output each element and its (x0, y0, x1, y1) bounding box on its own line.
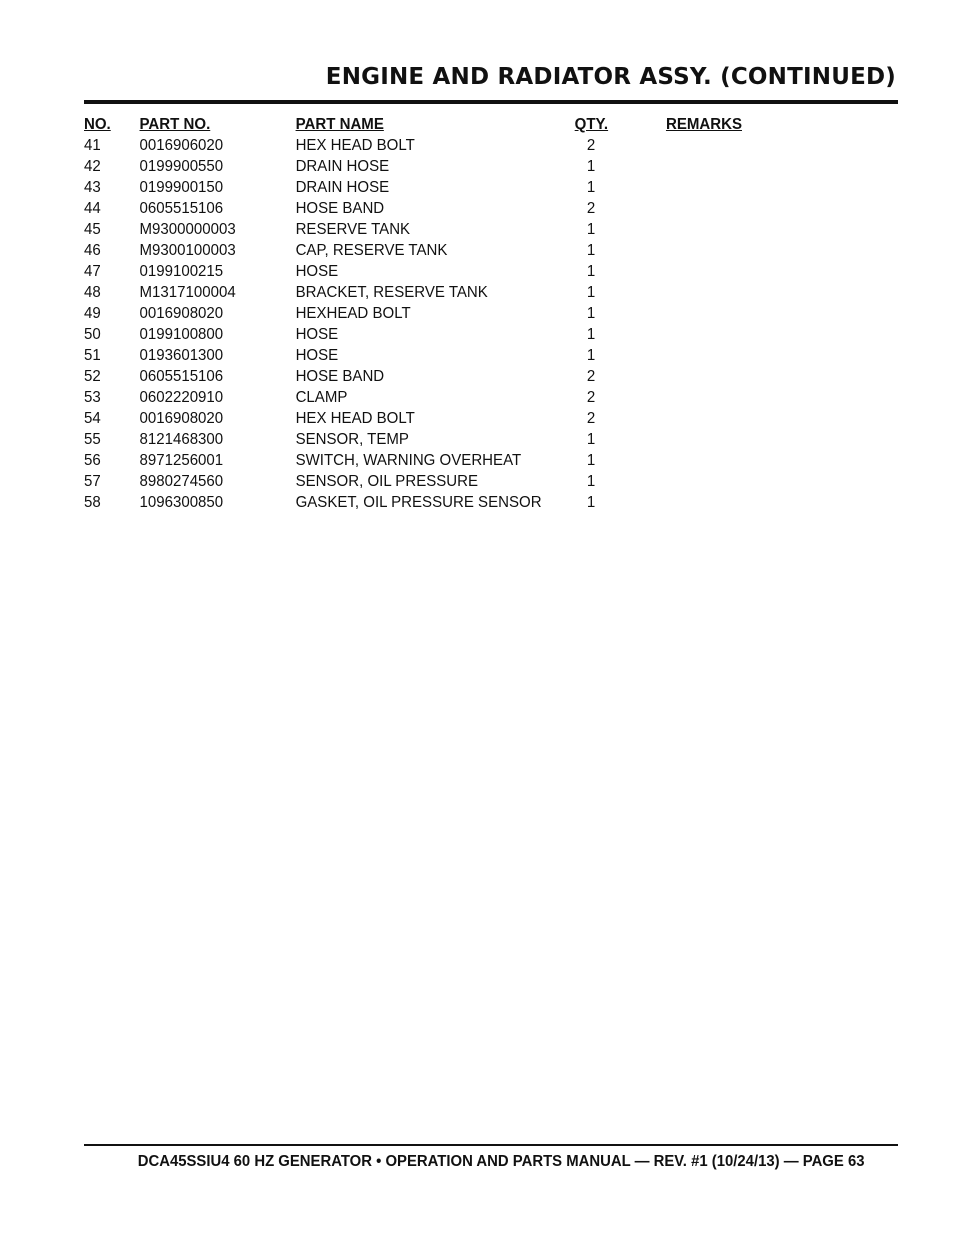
table-row (84, 198, 742, 219)
table-row (84, 219, 742, 240)
cell-remarks (666, 471, 742, 492)
table-row (84, 492, 742, 513)
cell-part-no: 8121468300 (139, 431, 224, 448)
cell-part-name: SENSOR, OIL PRESSURE (295, 473, 479, 490)
cell-remarks (666, 324, 742, 345)
table-row (84, 429, 742, 450)
cell-part-no: 0199900150 (139, 179, 224, 196)
cell-qty: 1 (586, 326, 596, 343)
cell-qty: 1 (586, 305, 596, 322)
cell-remarks (666, 366, 742, 387)
cell-no: 46 (84, 242, 101, 259)
footer-divider (84, 1144, 898, 1146)
cell-remarks (666, 345, 742, 366)
column-header-no: NO. (84, 116, 111, 133)
cell-qty: 1 (586, 179, 596, 196)
cell-qty: 2 (586, 389, 596, 406)
column-header-qty: QTY. (574, 116, 609, 133)
cell-part-no: 0199900550 (139, 158, 224, 175)
page-title: ENGINE AND RADIATOR ASSY. (CONTINUED) (325, 64, 896, 90)
cell-qty: 2 (586, 410, 596, 427)
cell-part-name: RESERVE TANK (295, 221, 411, 238)
table-row (84, 471, 742, 492)
cell-part-name: GASKET, OIL PRESSURE SENSOR (295, 494, 542, 511)
cell-remarks (666, 198, 742, 219)
cell-part-no: 0016908020 (139, 305, 224, 322)
cell-part-no: 8971256001 (139, 452, 224, 469)
table-row (84, 282, 742, 303)
cell-remarks (666, 429, 742, 450)
cell-part-no: M9300000003 (139, 221, 236, 238)
parts-table (84, 114, 742, 513)
cell-no: 41 (84, 137, 101, 154)
cell-part-no: 0016906020 (139, 137, 224, 154)
cell-remarks (666, 387, 742, 408)
cell-part-no: 0199100800 (139, 326, 224, 343)
cell-part-name: DRAIN HOSE (295, 158, 390, 175)
table-row (84, 408, 742, 429)
cell-part-name: SWITCH, WARNING OVERHEAT (295, 452, 522, 469)
cell-part-no: 0605515106 (139, 200, 224, 217)
cell-part-no: M1317100004 (139, 284, 236, 301)
cell-qty: 1 (586, 347, 596, 364)
cell-qty: 1 (586, 452, 596, 469)
cell-remarks (666, 240, 742, 261)
table-row (84, 135, 742, 156)
table-header-row (84, 114, 742, 135)
table-row (84, 366, 742, 387)
column-header-part-no: PART NO. (139, 116, 211, 133)
cell-no: 47 (84, 263, 101, 280)
cell-part-name: HEXHEAD BOLT (295, 305, 411, 322)
cell-part-no: 0193601300 (139, 347, 224, 364)
cell-part-name: SENSOR, TEMP (295, 431, 409, 448)
title-divider (84, 100, 898, 104)
cell-qty: 1 (586, 221, 596, 238)
cell-remarks (666, 303, 742, 324)
cell-remarks (666, 450, 742, 471)
parts-table-body (84, 135, 742, 513)
cell-qty: 1 (586, 494, 596, 511)
cell-remarks (666, 261, 742, 282)
cell-no: 56 (84, 452, 101, 469)
cell-part-name: CLAMP (295, 389, 348, 406)
cell-remarks (666, 177, 742, 198)
cell-qty: 2 (586, 137, 596, 154)
cell-no: 44 (84, 200, 101, 217)
cell-remarks (666, 492, 742, 513)
cell-no: 53 (84, 389, 101, 406)
cell-no: 58 (84, 494, 101, 511)
cell-part-name: HOSE (295, 263, 339, 280)
cell-no: 52 (84, 368, 101, 385)
cell-part-no: 0602220910 (139, 389, 224, 406)
cell-no: 50 (84, 326, 101, 343)
cell-no: 48 (84, 284, 101, 301)
cell-part-name: HOSE BAND (295, 368, 385, 385)
table-row (84, 156, 742, 177)
footer-text: DCA45SSIU4 60 HZ GENERATOR • OPERATION AND PARTS MANUAL — REV. #1 (10/24/13) — PAGE 63 (137, 1153, 864, 1170)
cell-qty: 1 (586, 473, 596, 490)
table-row (84, 324, 742, 345)
cell-qty: 2 (586, 368, 596, 385)
cell-qty: 1 (586, 284, 596, 301)
cell-part-no: 0016908020 (139, 410, 224, 427)
table-row (84, 177, 742, 198)
cell-part-no: 0605515106 (139, 368, 224, 385)
cell-no: 55 (84, 431, 101, 448)
cell-part-name: HOSE (295, 326, 339, 343)
cell-qty: 1 (586, 158, 596, 175)
column-header-part-name: PART NAME (295, 116, 384, 133)
cell-part-name: HEX HEAD BOLT (295, 410, 415, 427)
cell-no: 42 (84, 158, 101, 175)
table-row (84, 303, 742, 324)
cell-remarks (666, 282, 742, 303)
cell-no: 51 (84, 347, 101, 364)
cell-part-name: BRACKET, RESERVE TANK (295, 284, 488, 301)
cell-part-no: 0199100215 (139, 263, 224, 280)
table-row (84, 450, 742, 471)
cell-part-name: CAP, RESERVE TANK (295, 242, 448, 259)
cell-no: 54 (84, 410, 101, 427)
cell-part-name: HEX HEAD BOLT (295, 137, 415, 154)
cell-part-no: M9300100003 (139, 242, 236, 259)
cell-qty: 2 (586, 200, 596, 217)
cell-remarks (666, 219, 742, 240)
cell-no: 57 (84, 473, 101, 490)
table-row (84, 387, 742, 408)
cell-qty: 1 (586, 242, 596, 259)
cell-no: 43 (84, 179, 101, 196)
cell-remarks (666, 156, 742, 177)
cell-no: 45 (84, 221, 101, 238)
table-row (84, 345, 742, 366)
cell-part-name: DRAIN HOSE (295, 179, 390, 196)
column-header-remarks: REMARKS (665, 116, 742, 133)
cell-part-name: HOSE (295, 347, 339, 364)
table-row (84, 240, 742, 261)
cell-qty: 1 (586, 431, 596, 448)
cell-remarks (666, 135, 742, 156)
cell-part-name: HOSE BAND (295, 200, 385, 217)
cell-remarks (666, 408, 742, 429)
cell-part-no: 8980274560 (139, 473, 224, 490)
table-row (84, 261, 742, 282)
cell-qty: 1 (586, 263, 596, 280)
cell-no: 49 (84, 305, 101, 322)
cell-part-no: 1096300850 (139, 494, 224, 511)
